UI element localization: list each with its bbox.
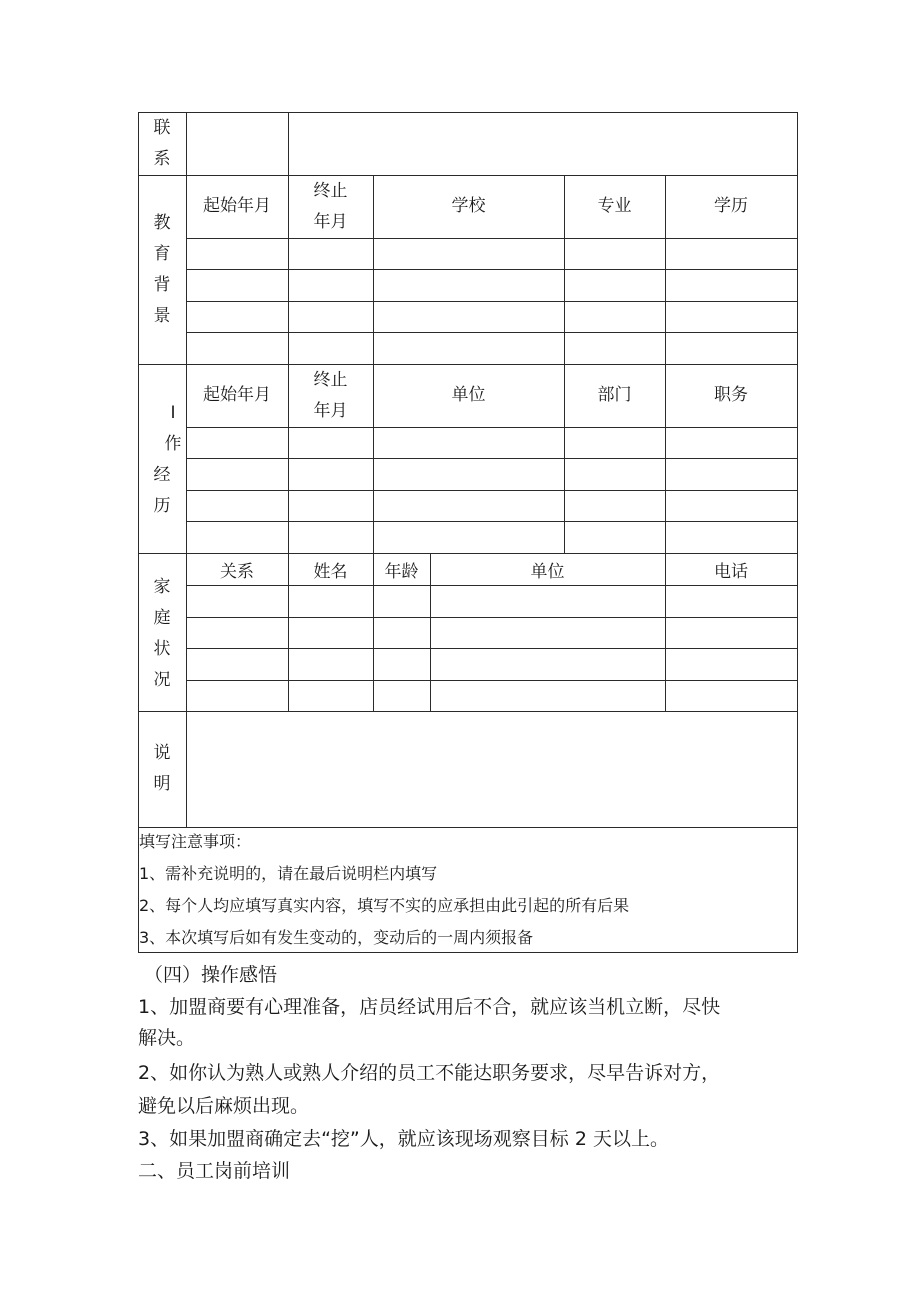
table-rule bbox=[186, 458, 798, 459]
work-header-end bbox=[288, 364, 373, 427]
work-label-line: I 作 bbox=[164, 403, 182, 454]
table-border-right bbox=[797, 112, 798, 953]
family-label bbox=[138, 570, 186, 698]
family-header-unit: 单位 bbox=[530, 561, 565, 582]
family-label-char: 况 bbox=[153, 670, 171, 690]
edu-header-start: 起始年月 bbox=[203, 196, 271, 216]
work-header-end-line: 终止 bbox=[313, 369, 348, 390]
contact-label bbox=[138, 112, 186, 175]
remarks-label-char: 明 bbox=[153, 774, 171, 794]
family-header-age: 年龄 bbox=[384, 561, 419, 582]
table-rule bbox=[186, 617, 798, 618]
family-header-name: 姓名 bbox=[313, 561, 348, 582]
work-label bbox=[138, 403, 186, 516]
table-rule bbox=[186, 490, 798, 491]
contact-label-char: 系 bbox=[153, 148, 171, 169]
table-rule bbox=[186, 680, 798, 681]
family-label-char: 家 bbox=[153, 577, 171, 597]
edu-header-end-line: 年月 bbox=[313, 211, 348, 232]
education-label-char: 教 bbox=[153, 212, 171, 233]
paragraph-line: 解决。 bbox=[138, 1027, 196, 1049]
education-label-char: 景 bbox=[153, 305, 171, 326]
notes-item: 1、需补充说明的，请在最后说明栏内填写 bbox=[139, 864, 438, 883]
next-section-heading: 二、员工岗前培训 bbox=[138, 1160, 291, 1182]
paragraph-line: 3、如果加盟商确定去“挖”人，就应该现场观察目标 2 天以上。 bbox=[138, 1128, 669, 1150]
edu-header-school: 学校 bbox=[451, 196, 486, 216]
table-rule bbox=[186, 648, 798, 649]
edu-header-degree: 学历 bbox=[714, 196, 748, 216]
education-label bbox=[138, 175, 186, 364]
notes-item: 2、每个人均应填写真实内容，填写不实的应承担由此引起的所有后果 bbox=[139, 896, 630, 915]
column-rule bbox=[373, 175, 374, 712]
work-header-unit: 单位 bbox=[451, 385, 486, 405]
table-rule bbox=[186, 332, 798, 333]
notes-title: 填写注意事项： bbox=[139, 832, 252, 851]
table-border-top bbox=[138, 112, 798, 113]
section-heading: （四）操作感悟 bbox=[144, 964, 278, 986]
edu-header-major: 专业 bbox=[597, 196, 632, 216]
table-rule bbox=[186, 269, 798, 270]
contact-label-char: 联 bbox=[153, 117, 171, 138]
remarks-label bbox=[138, 711, 186, 827]
paragraph-line: 2、如你认为熟人或熟人介绍的员工不能达职务要求，尽早告诉对方， bbox=[138, 1062, 721, 1084]
table-rule bbox=[186, 427, 798, 428]
work-header-end-line: 年月 bbox=[313, 400, 348, 421]
work-label-line: 经 bbox=[153, 465, 171, 485]
family-header-phone: 电话 bbox=[714, 561, 748, 582]
paragraph-line: 1、加盟商要有心理准备，店员经试用后不合，就应该当机立断，尽快 bbox=[138, 996, 721, 1018]
family-header-relation: 关系 bbox=[220, 561, 254, 582]
family-label-char: 状 bbox=[153, 639, 171, 659]
work-header-position: 职务 bbox=[714, 385, 748, 405]
work-label-line: 历 bbox=[153, 496, 171, 516]
edu-header-end bbox=[288, 175, 373, 238]
table-rule bbox=[138, 827, 798, 828]
education-label-char: 育 bbox=[153, 243, 171, 264]
table-rule bbox=[186, 521, 798, 522]
table-rule bbox=[138, 553, 798, 554]
education-label-char: 背 bbox=[153, 274, 171, 295]
work-header-department: 部门 bbox=[597, 385, 632, 405]
notes-item: 3、本次填写后如有发生变动的，变动后的一周内须报备 bbox=[139, 928, 534, 947]
work-header-start: 起始年月 bbox=[203, 385, 271, 405]
table-border-bottom bbox=[138, 952, 798, 953]
column-rule bbox=[665, 175, 666, 712]
remarks-label-char: 说 bbox=[153, 743, 171, 763]
table-rule bbox=[186, 301, 798, 302]
table-rule bbox=[138, 711, 798, 712]
family-label-char: 庭 bbox=[153, 608, 171, 628]
edu-header-end-line: 终止 bbox=[313, 180, 348, 201]
table-rule bbox=[186, 238, 798, 239]
paragraph-line: 避免以后麻烦出现。 bbox=[138, 1095, 310, 1117]
